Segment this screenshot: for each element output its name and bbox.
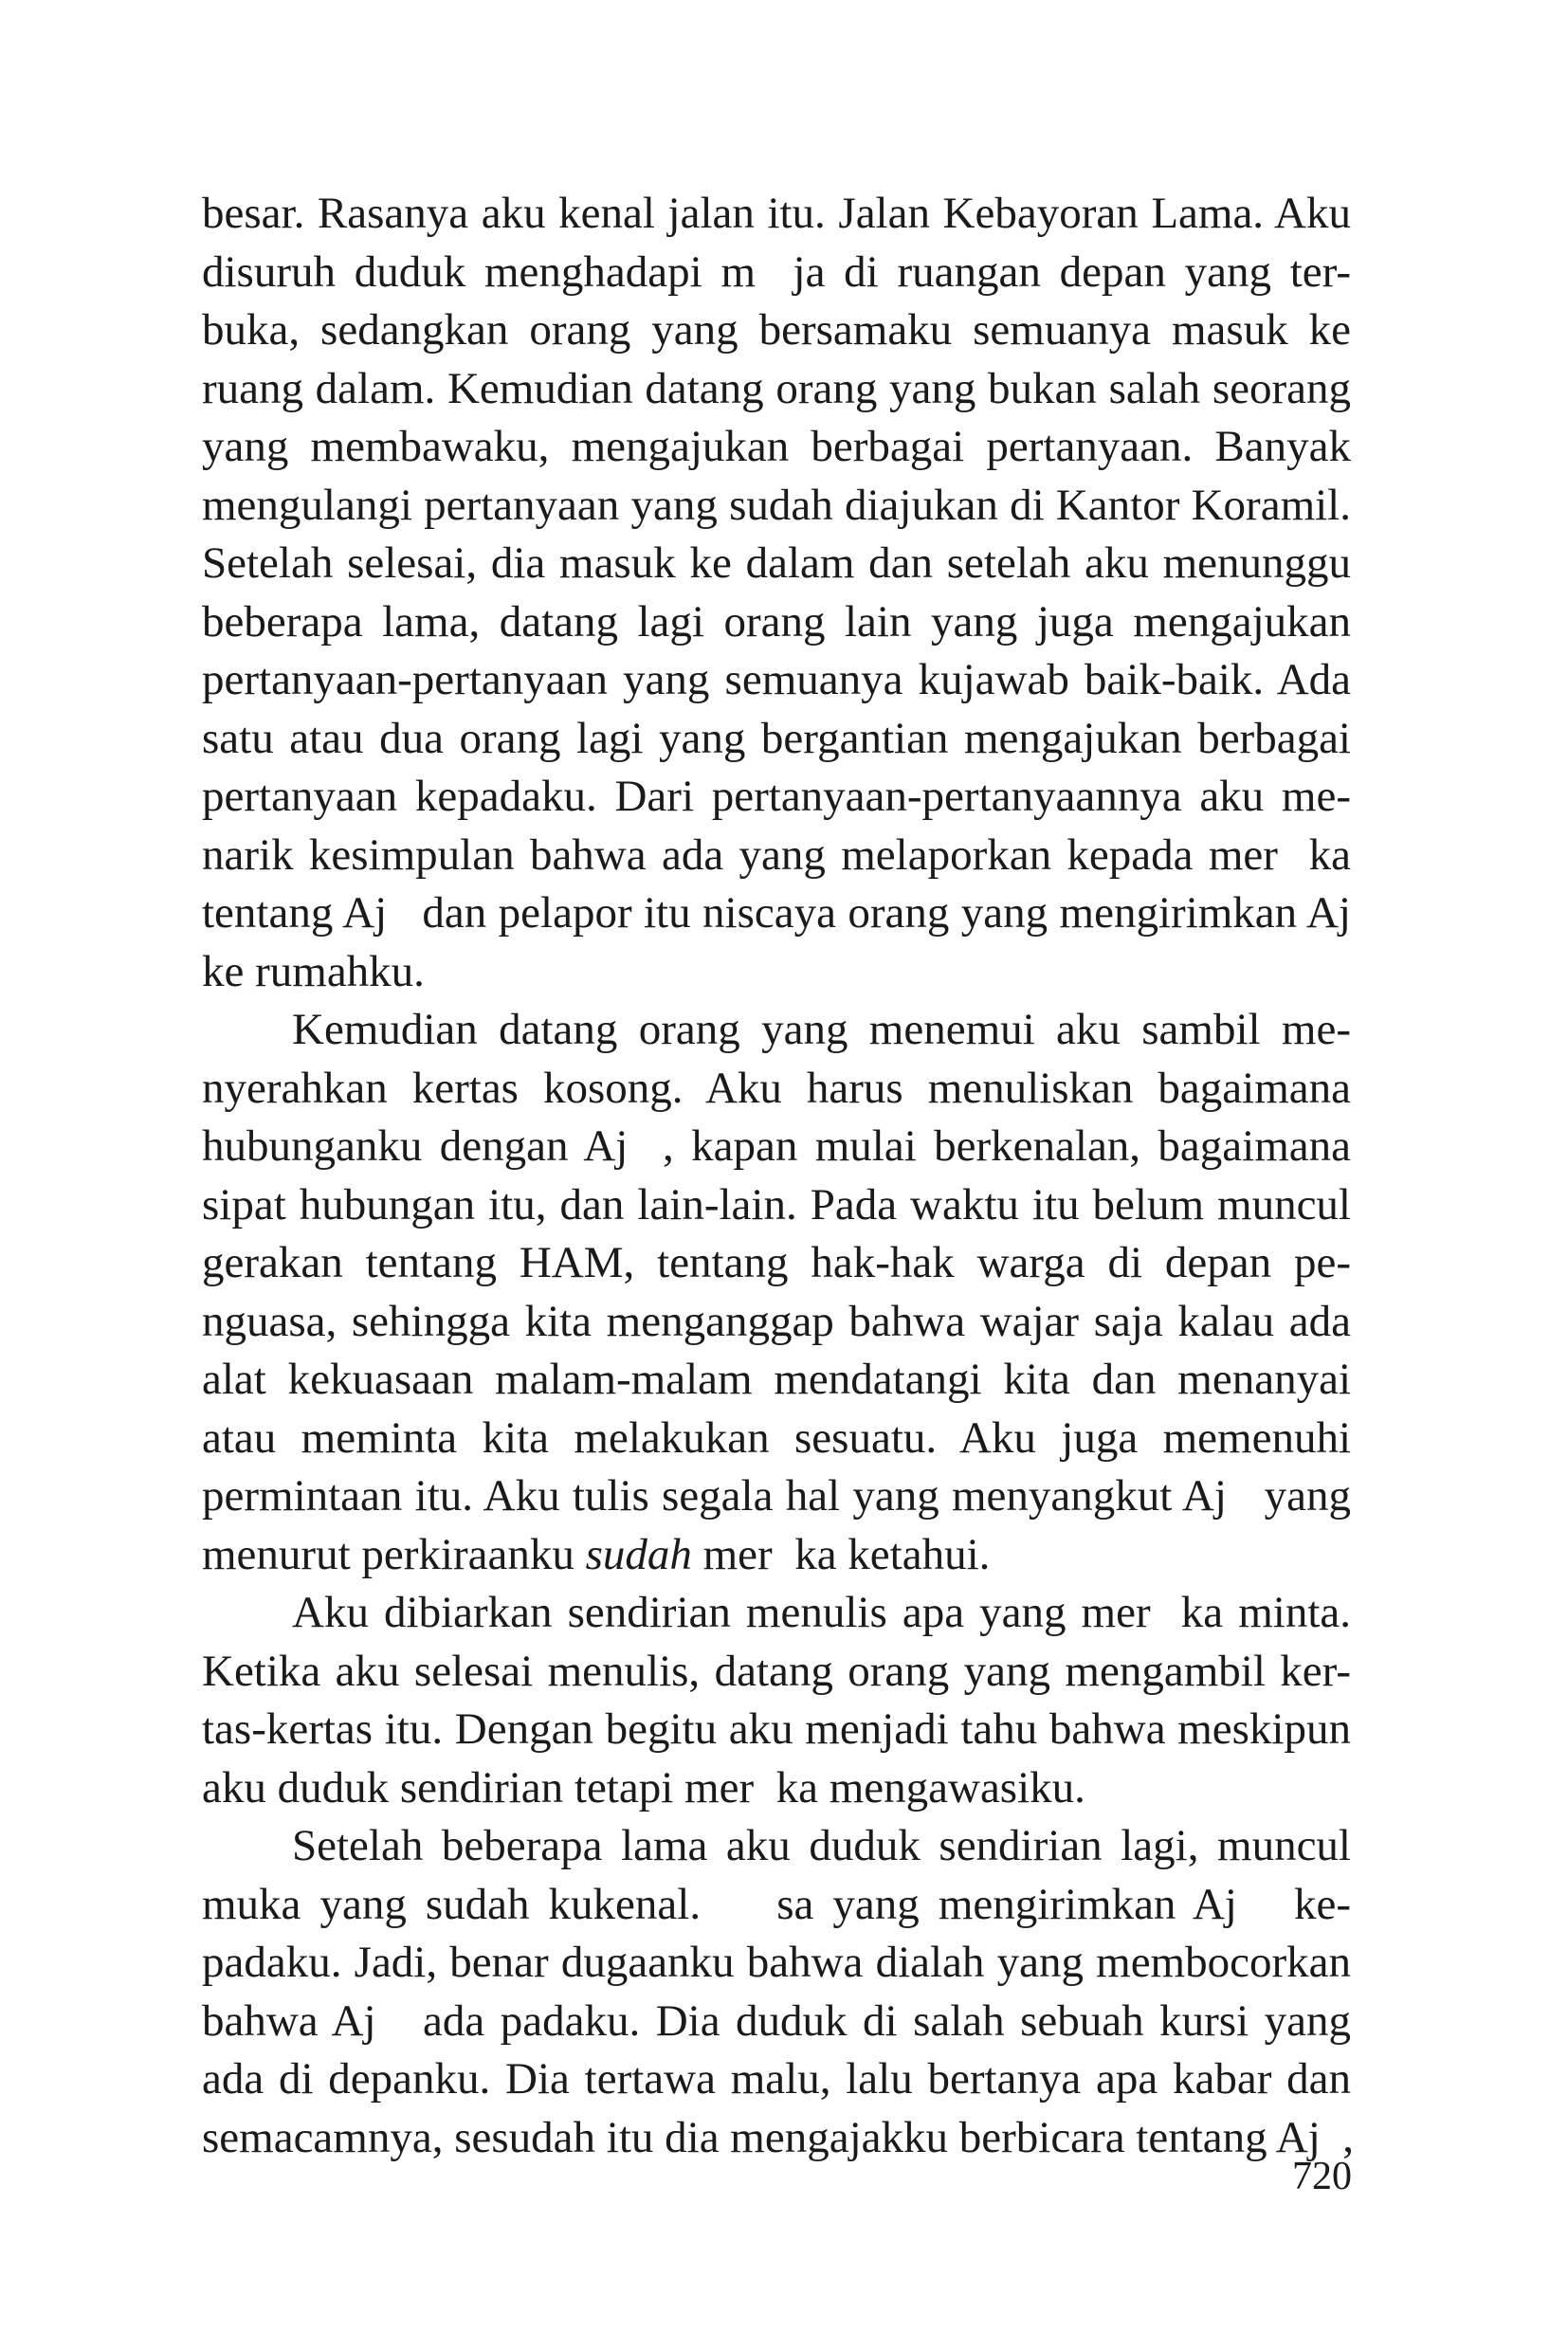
text-line: bahwa Aj ada padaku. Dia duduk di salah sebuah kursi yang: [202, 1995, 1351, 2046]
italic-word: sudah: [585, 1529, 692, 1579]
text-line: tas-kertas itu. Dengan begitu aku menjadi tahu bahwa meskipun: [202, 1704, 1351, 1754]
text-line: semacamnya, sesudah itu dia mengajakku berbicara tentang Aj ,: [202, 2112, 1355, 2162]
text-line: aku duduk sendirian tetapi mer ka mengawasiku.: [202, 1762, 1085, 1813]
text-line: gerakan tentang HAM, tentang hak-hak warga di depan pe-: [202, 1238, 1351, 1287]
paragraph-1: [202, 185, 1351, 1001]
text-line: buka, sedangkan orang yang bersamaku semuanya masuk ke: [202, 305, 1351, 355]
text-line: sipat hubungan itu, dan lain-lain. Pada waktu itu belum muncul: [202, 1179, 1351, 1230]
text-line: hubunganku dengan Aj , kapan mulai berkenalan, bagaimana: [202, 1121, 1351, 1171]
text-line: disuruh duduk menghadapi m ja di ruangan depan yang ter-: [202, 246, 1351, 297]
text-line: besar. Rasanya aku kenal jalan itu. Jalan Kebayoran Lama. Aku: [202, 189, 1351, 238]
text-line: tentang Aj dan pelapor itu niscaya orang yang mengirimkan Aj: [202, 888, 1351, 938]
text-line: [202, 1526, 1351, 1585]
body-text: [202, 185, 1355, 2167]
text-line: yang membawaku, mengajukan berbagai pertanyaan. Banyak: [202, 422, 1351, 471]
text-line: pertanyaan-pertanyaan yang semuanya kujawab baik-baik. Ada: [202, 655, 1351, 704]
paragraph-2: [202, 1001, 1351, 1584]
text-line: Aku dibiarkan sendirian menulis apa yang mer ka minta.: [292, 1588, 1351, 1637]
text-line: nyerahkan kertas kosong. Aku harus menuliskan bagaimana: [202, 1063, 1351, 1113]
text-line: ada di depanku. Dia tertawa malu, lalu bertanya apa kabar dan: [202, 2054, 1351, 2104]
text-fragment: menurut perkiraanku: [202, 1529, 586, 1579]
text-line: ruang dalam. Kemudian datang orang yang bukan salah seorang: [202, 363, 1351, 413]
text-line: Ketika aku selesai menulis, datang orang yang mengambil ker-: [202, 1646, 1351, 1696]
text-line: permintaan itu. Aku tulis segala hal yang menyangkut Aj yang: [202, 1471, 1351, 1521]
text-line: alat kekuasaan malam-malam mendatangi kita dan menanyai: [202, 1355, 1351, 1404]
paragraph-4: [202, 1817, 1355, 2167]
text-line: nguasa, sehingga kita menganggap bahwa wajar saja kalau ada: [202, 1296, 1351, 1346]
text-line: atau meminta kita melakukan sesuatu. Aku juga memenuhi: [202, 1412, 1351, 1463]
text-line: satu atau dua orang lagi yang bergantian mengajukan berbagai: [202, 713, 1351, 763]
text-line: narik kesimpulan bahwa ada yang melaporkan kepada mer ka: [202, 829, 1351, 880]
text-line: mengulangi pertanyaan yang sudah diajukan di Kantor Koramil.: [202, 480, 1351, 530]
text-line: Kemudian datang orang yang menemui aku sambil me-: [292, 1005, 1351, 1054]
page-number: 720: [1292, 2155, 1352, 2198]
text-line: muka yang sudah kukenal. sa yang mengirimkan Aj ke-: [202, 1879, 1351, 1929]
text-line: beberapa lama, datang lagi orang lain yang juga mengajukan: [202, 596, 1351, 647]
text-line: Setelah beberapa lama aku duduk sendirian lagi, muncul: [292, 1821, 1351, 1870]
text-fragment: mer ka ketahui.: [691, 1529, 991, 1579]
text-line: ke rumahku.: [202, 946, 425, 996]
text-line: padaku. Jadi, benar dugaanku bahwa dialah yang membocorkan: [202, 1938, 1351, 1987]
text-line: pertanyaan kepadaku. Dari pertanyaan-pertanyaannya aku me-: [202, 772, 1351, 821]
paragraph-3: [202, 1584, 1351, 1817]
text-line: Setelah selesai, dia masuk ke dalam dan setelah aku menunggu: [202, 538, 1351, 588]
